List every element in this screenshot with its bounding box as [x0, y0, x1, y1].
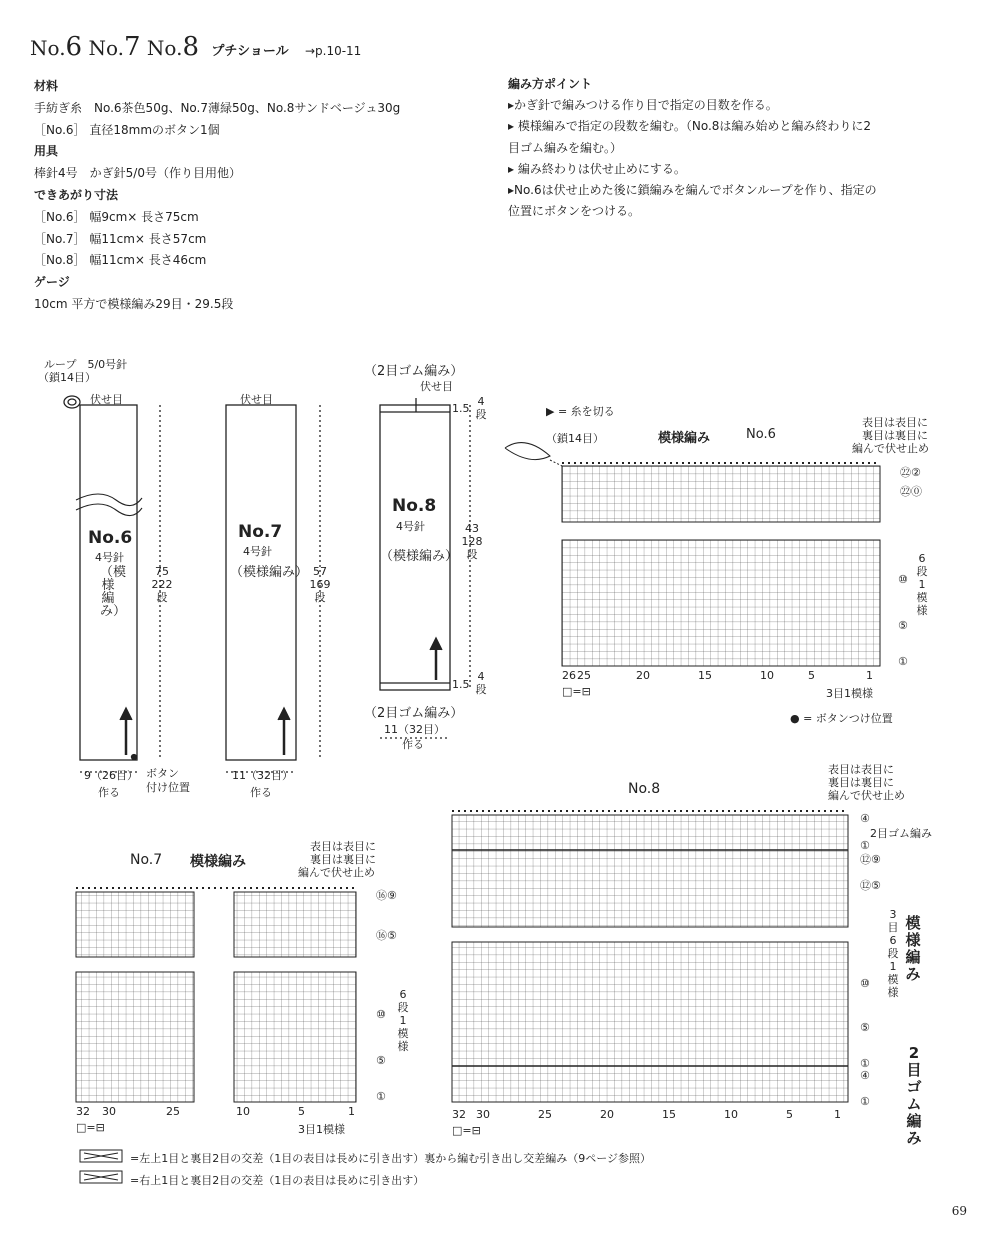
gauge-text: 10cm 平方で模様編み29目・29.5段: [34, 296, 234, 311]
chart6-col-10: 10: [760, 669, 774, 682]
chart8-note1: 表目は表目に: [828, 763, 894, 776]
chart8-row-1c: ①: [860, 1095, 870, 1108]
chart8-col-20: 20: [600, 1108, 614, 1121]
chart-no7-grid: [76, 888, 356, 1102]
chart6-col-25: 25: [577, 669, 591, 682]
no8-top-cm: 1.5: [452, 402, 470, 415]
legend-left-cross: =左上1目と裏目2目の交差（1目の表目は長めに引き出す）裏から編む引き出し交差編み（9ページ参照）: [130, 1152, 651, 1165]
chart7-col-25: 25: [166, 1105, 180, 1118]
no7-cast-on: 作る: [250, 786, 272, 799]
size-no6: ［No.6］ 幅9cm× 長さ75cm: [34, 209, 199, 224]
no7-needle: 4号針: [243, 545, 272, 558]
chart6-col-26: 26: [562, 669, 576, 682]
chart7-repeat: 6 段 1 模 様: [397, 988, 409, 1053]
no8-rib-top: （2目ゴム編み）: [364, 364, 464, 379]
chart6-note2: 裏目は裏目に: [862, 429, 928, 442]
chart6-name: No.6: [746, 427, 776, 442]
size-no7: ［No.7］ 幅11cm× 長さ57cm: [34, 231, 207, 246]
chart8-row-4b: ④: [860, 1069, 870, 1082]
no6-bind-off: 伏せ目: [90, 393, 123, 406]
gauge-heading: ゲージ: [34, 275, 70, 290]
chart7-col-5: 5: [298, 1105, 305, 1118]
chart7-row-10: ⑩: [376, 1008, 386, 1021]
chart-no6-grid: [505, 443, 880, 666]
chart7-col-32: 32: [76, 1105, 90, 1118]
no7-length: 57 169 段: [309, 565, 331, 604]
chart8-col-30: 30: [476, 1108, 490, 1121]
points-heading: 編み方ポイント: [508, 77, 593, 91]
point-3: ▸ 編み終わりは伏せ止めにする。: [508, 161, 686, 176]
size-heading: できあがり寸法: [34, 187, 119, 202]
no6-button-label: ボタン: [146, 767, 179, 780]
no6-button-label2: 付け位置: [146, 781, 190, 794]
chart8-repeat: 3目6段1模様: [887, 908, 899, 999]
chart8-key: □=⊟: [452, 1124, 481, 1137]
chart6-col-15: 15: [698, 669, 712, 682]
chart7-row-165: ⑯⑤: [376, 929, 397, 942]
chart8-row-5: ⑤: [860, 1021, 870, 1034]
chart8-col-25: 25: [538, 1108, 552, 1121]
point-4b: 位置にボタンをつける。: [508, 204, 641, 219]
page-reference: →p.10-11: [304, 44, 362, 58]
chart8-rib-big: 2目ゴム編み: [906, 1044, 922, 1147]
chart7-note2: 裏目は裏目に: [310, 853, 376, 866]
chart7-key: □=⊟: [76, 1121, 105, 1134]
chart7-row-5: ⑤: [376, 1054, 386, 1067]
chart7-repeat-width: 3目1模様: [298, 1123, 345, 1136]
chart6-row-220: ㉒⓪: [900, 485, 922, 498]
chart6-title: 模様編み: [658, 431, 711, 446]
legend-right-cross: =右上1目と裏目2目の交差（1目の表目は長めに引き出す）: [130, 1174, 425, 1187]
chart7-col-30: 30: [102, 1105, 116, 1118]
chart8-name: No.8: [628, 781, 661, 797]
no8-width: 11（32目）: [384, 723, 445, 736]
no7-width: 11（32目）: [232, 769, 293, 782]
chart7-col-10: 10: [236, 1105, 250, 1118]
chart8-rib-top: 2目ゴム編み: [870, 827, 932, 840]
no8-bottom-cm: 1.5: [452, 678, 470, 691]
chart8-note3: 編んで伏せ止め: [828, 789, 905, 802]
chart6-row-10: ⑩: [898, 573, 908, 586]
no8-needle: 4号針: [396, 520, 425, 533]
chart6-row-222: ㉒②: [900, 466, 921, 479]
no7-bind-off: 伏せ目: [240, 393, 273, 406]
chart6-col-1: 1: [866, 669, 873, 682]
no6-pattern: （模様編み）: [100, 565, 127, 619]
yarn-text: 手紡ぎ糸 No.6茶色50g、No.7薄緑50g、No.8サンドベージュ30g: [34, 100, 401, 115]
chart7-note3: 編んで伏せ止め: [298, 866, 375, 879]
chart8-row-4top: ④: [860, 812, 870, 825]
chart8-row-125: ⑫⑤: [860, 879, 881, 892]
no8-cast-on: 作る: [402, 738, 424, 751]
chart7-note1: 表目は表目に: [310, 840, 376, 853]
chart6-key: □=⊟: [562, 685, 591, 698]
chart7-title: 模様編み: [190, 854, 246, 870]
no6-loop-label: ループ 5/0号針: [44, 358, 128, 371]
page-number: 69: [951, 1204, 967, 1218]
chart8-col-15: 15: [662, 1108, 676, 1121]
tools-heading: 用具: [34, 144, 59, 159]
chart6-note1: 表目は表目に: [862, 416, 928, 429]
no7-pattern: （模様編み）: [230, 565, 309, 580]
size-no8: ［No.8］ 幅11cm× 長さ46cm: [34, 253, 207, 268]
chart6-col-5: 5: [808, 669, 815, 682]
no6-needle: 4号針: [95, 551, 124, 564]
no8-length: 43 128 段: [461, 522, 483, 561]
schematic-no7-outline: [226, 405, 320, 772]
point-4a: ▸No.6は伏せ止めた後に鎖編みを編んでボタンループを作り、指定の: [508, 183, 877, 198]
no8-rib-bottom: （2目ゴム編み）: [364, 706, 464, 721]
chart-no8-grid: [452, 811, 848, 1102]
no8-name: No.8: [392, 496, 437, 516]
chart8-row-1top: ①: [860, 839, 870, 852]
chart7-col-1: 1: [348, 1105, 355, 1118]
no6-name: No.6: [88, 528, 133, 548]
chart6-row-5: ⑤: [898, 619, 908, 632]
chart6-note3: 編んで伏せ止め: [852, 442, 929, 455]
chart6-row-1: ①: [898, 655, 908, 668]
no6-length: 75 222 段: [151, 565, 173, 604]
legend-symbols: [80, 1150, 122, 1183]
point-2b: 目ゴム編みを編む。）: [508, 140, 623, 155]
no8-top-rows: 4 段: [475, 395, 487, 421]
chart7-name: No.7: [130, 852, 163, 868]
button-text: ［No.6］ 直径18mmのボタン1個: [34, 122, 220, 137]
no7-name: No.7: [238, 522, 283, 542]
cut-yarn-legend: ▶ = 糸を切る: [546, 405, 615, 418]
chart6-chain: （鎖14目）: [546, 432, 604, 445]
chart8-col-1: 1: [834, 1108, 841, 1121]
tools-text: 棒針4号 かぎ針5/0号（作り目用他）: [34, 166, 241, 181]
chart6-repeat-width: 3目1模様: [826, 687, 873, 700]
chart8-row-129: ⑫⑨: [860, 853, 881, 866]
page-title: No.6 No.7 No.8 プチショール →p.10-11: [30, 32, 362, 62]
no8-bottom-rows: 4 段: [475, 670, 487, 696]
chart7-row-169: ⑯⑨: [376, 889, 397, 902]
materials-heading: 材料: [34, 79, 59, 93]
chart8-row-10: ⑩: [860, 977, 870, 990]
chart8-col-32: 32: [452, 1108, 466, 1121]
chart8-col-5: 5: [786, 1108, 793, 1121]
chart7-row-1: ①: [376, 1090, 386, 1103]
button-position-legend: ● = ボタンつけ位置: [790, 712, 893, 725]
chart8-note2: 裏目は裏目に: [828, 776, 894, 789]
chart6-repeat: 6 段 1 模 様: [916, 552, 928, 617]
chart6-col-20: 20: [636, 669, 650, 682]
chart8-pattern-big: 模様編み: [905, 914, 921, 983]
no8-pattern: （模様編み）: [380, 549, 459, 564]
no6-width: 9（26目）: [84, 769, 138, 782]
no6-loop-chain: （鎖14目）: [38, 371, 96, 384]
pattern-name: プチショール: [211, 44, 289, 59]
no8-bind-off: 伏せ目: [420, 380, 453, 393]
no6-cast-on: 作る: [98, 786, 120, 799]
point-1: ▸かぎ針で編みつける作り目で指定の目数を作る。: [508, 98, 778, 113]
chart8-col-10: 10: [724, 1108, 738, 1121]
chart8-row-1b: ①: [860, 1057, 870, 1070]
point-2a: ▸ 模様編みで指定の段数を編む。（No.8は編み始めと編み終わりに2: [508, 119, 872, 134]
